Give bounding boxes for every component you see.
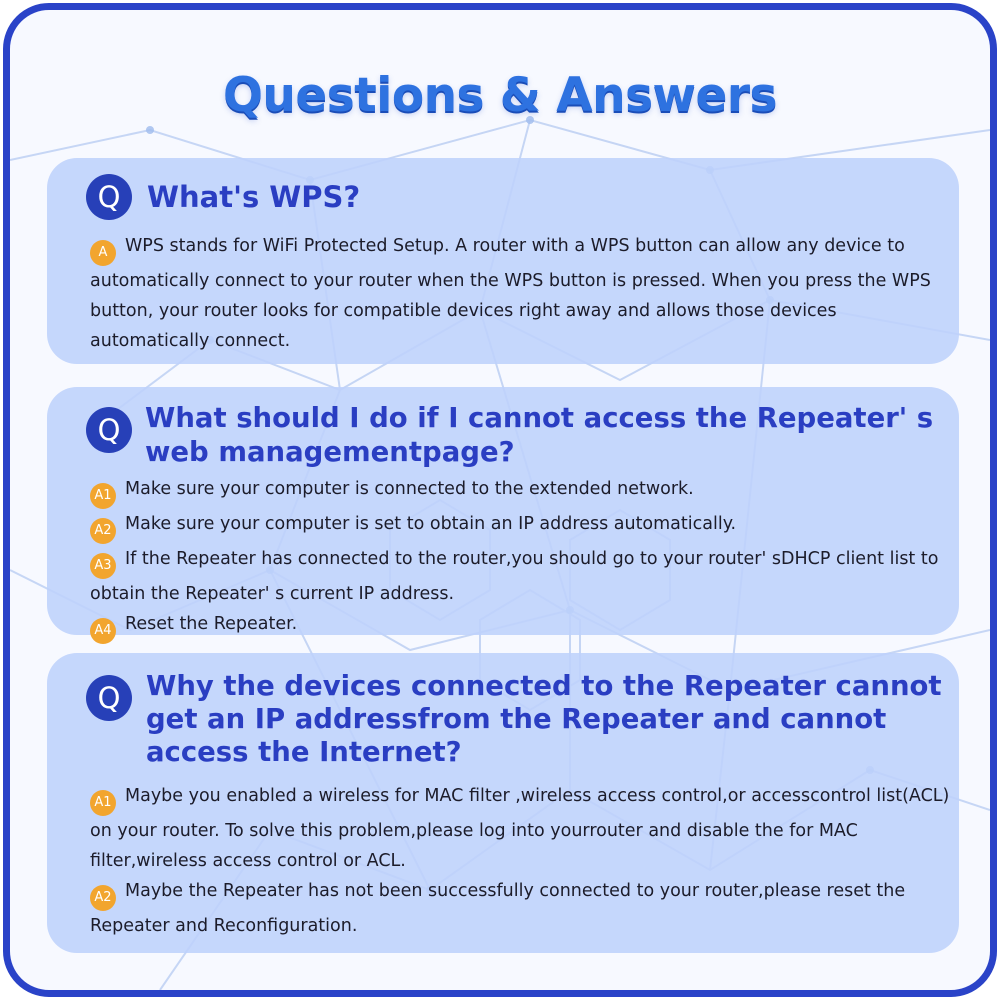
qa-card-web-management [47, 387, 959, 638]
answer-block [90, 231, 950, 356]
qa-card-wps [47, 158, 959, 364]
answer-item [90, 509, 950, 544]
answer-badge-icon: A1 [90, 483, 116, 509]
answer-text: Make sure your computer is connected to the extended network. [125, 479, 694, 499]
answer-list [90, 474, 950, 644]
question-badge-icon: Q [86, 174, 132, 220]
answer-item [90, 544, 950, 609]
answer-text: Maybe the Repeater has not been successfully connected to your router,please reset the Repeater and Reconfiguration. [90, 881, 906, 936]
answer-badge-icon: A4 [90, 618, 116, 644]
question-badge-icon: Q [86, 675, 132, 721]
answer-text: Maybe you enabled a wireless for MAC filter ,wireless access control,or accesscontrol list(ACL) on your router. To solve this problem,please log into yourrouter and disable the for MAC filter,wireless access control or ACL. [90, 786, 950, 871]
question-title: What should I do if I cannot access the Repeater' s web managementpage? [145, 402, 934, 468]
answer-text: WPS stands for WiFi Protected Setup. A router with a WPS button can allow any device to automatically connect to your router when the WPS button is pressed. When you press the WPS button, your router looks for compatible devices right away and allows those devices automatically connect. [90, 236, 931, 351]
answer-text: Reset the Repeater. [125, 614, 298, 634]
page-title: Questions & Answers [222, 68, 778, 123]
answer-item [90, 609, 950, 644]
answer-badge-icon: A2 [90, 518, 116, 544]
answer-text: Make sure your computer is set to obtain an IP address automatically. [125, 514, 737, 534]
qa-panel [3, 3, 997, 997]
answer-item [90, 876, 950, 941]
answer-text: If the Repeater has connected to the router,you should go to your router' sDHCP client list to obtain the Repeater' s current IP address. [90, 549, 939, 604]
answer-item [90, 474, 950, 509]
qa-card-ip-address [47, 653, 959, 953]
question-title: Why the devices connected to the Repeater cannot get an IP addressfrom the Repeater and cannot access the Internet? [146, 670, 942, 768]
answer-badge-icon: A [90, 240, 116, 266]
answer-badge-icon: A1 [90, 790, 116, 816]
answer-badge-icon: A3 [90, 553, 116, 579]
question-badge-icon: Q [86, 407, 132, 453]
answer-badge-icon: A2 [90, 885, 116, 911]
question-title: What's WPS? [147, 180, 361, 214]
answer-list [90, 781, 950, 941]
answer-item [90, 781, 950, 876]
